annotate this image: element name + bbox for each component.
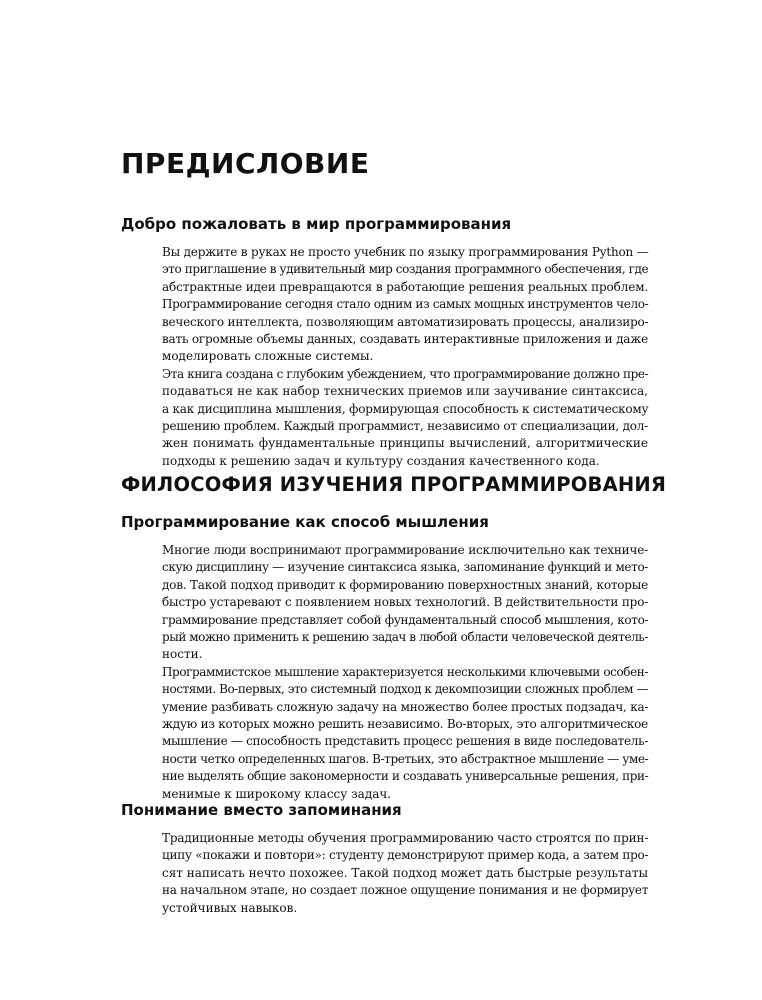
section-title-welcome: Добро пожаловать в мир программирования — [121, 215, 512, 233]
text-line: Многие люди воспринимают программирование исключительно как техниче- — [162, 543, 648, 557]
text-line: ципу «покажи и повтори»: студенту демонстрируют пример кода, а затем про- — [162, 848, 649, 863]
paragraph-block-thinking — [162, 542, 648, 803]
part-title-philosophy: ФИЛОСОФИЯ ИЗУЧЕНИЯ ПРОГРАММИРОВАНИЯ — [121, 473, 667, 496]
chapter-title: ПРЕДИСЛОВИЕ — [121, 147, 370, 180]
text-line: устойчивых навыков. — [162, 900, 298, 915]
text-line: ности. — [162, 647, 203, 662]
paragraph-block-welcome — [162, 244, 648, 470]
text-line: Вы держите в руках не просто учебник по языку программирования Python — — [162, 245, 649, 259]
text-line: дов. Такой подход приводит к формированию поверхностных знаний, которые — [162, 577, 648, 592]
text-line: рый можно применить к решению задач в любой области человеческой деятель- — [162, 630, 648, 645]
text-line: абстрактные идеи превращаются в работающие решения реальных проблем. — [162, 279, 649, 294]
text-line: жен понимать фундаментальные принципы вычислений, алгоритмические — [162, 436, 648, 451]
text-line: это приглашение в удивительный мир создания программного обеспечения, где — [162, 262, 649, 277]
text-line: Эта книга создана с глубоким убеждением, что программирование должно пре- — [162, 366, 649, 381]
text-line: веческого интеллекта, позволяющим автоматизировать процессы, анализиро- — [162, 314, 649, 329]
text-line: Программирование сегодня стало одним из самых мощных инструментов чело- — [162, 297, 649, 312]
section-title-understanding: Понимание вместо запоминания — [121, 801, 402, 819]
text-line: Программистское мышление характеризуется несколькими ключевыми особен- — [162, 664, 648, 679]
text-line: а как дисциплина мышления, формирующая способность к систематическому — [162, 401, 649, 416]
text-line: ждую из которых можно решить независимо. Во-вторых, это алгоритмическое — [162, 717, 648, 732]
text-line: ности четко определенных шагов. В-третьих, это абстрактное мышление — уме- — [162, 751, 649, 766]
text-line: подаваться не как набор технических приемов или заучивание синтаксиса, — [162, 384, 648, 399]
text-line: сят написать нечто похожее. Такой подход может дать быстрые результаты — [162, 865, 648, 880]
paragraph-block-understanding — [162, 830, 648, 917]
text-line: менимые к широкому классу задач. — [162, 786, 392, 801]
text-line: моделировать сложные системы. — [162, 349, 374, 364]
text-line: Традиционные методы обучения программированию часто строятся по прин- — [162, 831, 649, 845]
text-line: ние выделять общие закономерности и создавать универсальные решения, при- — [162, 769, 649, 784]
text-line: быстро устаревают с появлением новых технологий. В действительности про- — [162, 595, 649, 610]
text-line: решению проблем. Каждый программист, независимо от специализации, дол- — [162, 419, 649, 434]
text-line: мышление — способность представить процесс решения в виде последователь- — [162, 734, 649, 749]
text-line: граммирование представляет собой фундаментальный способ мышления, кото- — [162, 612, 649, 627]
text-line: умение разбивать сложную задачу на множество более простых подзадач, ка- — [162, 699, 649, 714]
text-line: вать огромные объемы данных, создавать интерактивные приложения и даже — [162, 332, 648, 347]
text-line: скую дисциплину — изучение синтаксиса языка, запоминание функций и мето- — [162, 560, 648, 575]
text-line: ностями. Во-первых, это системный подход к декомпозиции сложных проблем — — [162, 682, 648, 697]
section-title-thinking: Программирование как способ мышления — [121, 513, 489, 531]
text-line: подходы к решению задач и культуру создания качественного кода. — [162, 453, 600, 468]
text-line: на начальном этапе, но создает ложное ощущение понимания и не формирует — [162, 883, 649, 898]
